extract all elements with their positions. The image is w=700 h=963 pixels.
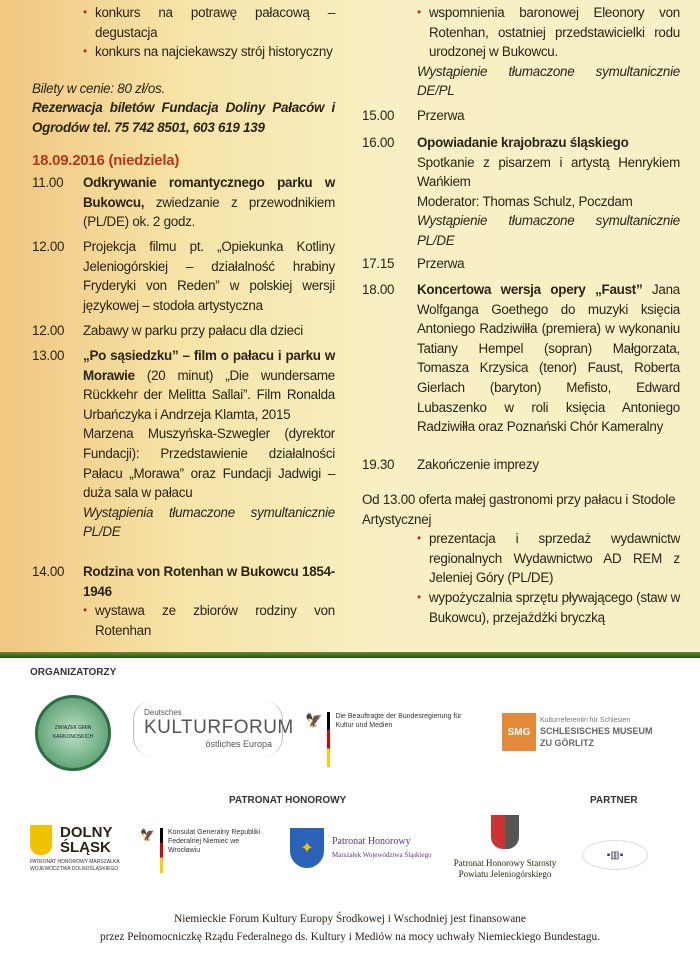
bkm-logo: 🦅 Die Beauftragte der Bundesregierung für Kultur und Medien	[305, 712, 475, 767]
event-item: 17.15 Przerwa	[362, 256, 465, 271]
konsulat-logo: 🦅 Konsulat Generalny Republiki Federalnej Niemiec we Wrocławiu	[140, 828, 268, 873]
event-item: 14.00 Rodzina von Rotenhan w Bukowcu 1854-1946 • wystawa ze zbiorów rodziny von Rotenhan	[32, 564, 335, 638]
flag-bar	[160, 828, 163, 873]
event-item: 16.00 Opowiadanie krajobrazu śląskiego Spotkanie z pisarzem i artystą Henrykiem Wańkiem Moderator: Thomas Schulz, Poczdam Wystąpienie tłumaczone symultanicznie PL/DE	[362, 135, 680, 248]
flag-bar	[327, 712, 330, 767]
event-item: 11.00 Odkrywanie romantycznego parku w Bukowcu, zwiedzanie z przewodnikiem (PL/DE) ok. 2 godz.	[32, 175, 335, 230]
reservation-info: Rezerwacja biletów Fundacja Doliny Pałaców i Ogrodów tel. 75 742 8501, 603 619 139	[32, 100, 335, 135]
organizers-label: ORGANIZATORZY	[30, 667, 117, 678]
dolny-slask-logo: DOLNY ŚLĄSK PATRONAT HONOROWY MARSZAŁKA WOJEWÓDZTWA DOLNOŚLĄSKIEGO	[30, 824, 120, 872]
divider	[0, 652, 700, 658]
event-item: 12.00 Zabawy w parku przy pałacu dla dzieci	[32, 323, 303, 338]
kulturforum-logo: Deutsches KULTURFORUM östliches Europa	[133, 700, 283, 757]
event-item: 13.00 „Po sąsiedzku” – film o pałacu i parku w Morawie (20 minut) „Die wundersame Rückkehr der Melitta Sallai”. Film Ronalda Urbańczyka i Andrzeja Klamta, 2015 Marzena Muszyńska-Szwegler (dyrektor Fundacji): Przedstawienie działalności Pałacu „Morawa” oraz Fundacji Jadwigi – duża sala w pałacu Wystąpienia tłumaczone symultanicznie PL/DE	[32, 348, 335, 540]
event-item: 15.00 Przerwa	[362, 108, 465, 123]
event-item: 19.30 Zakończenie imprezy	[362, 457, 539, 472]
funding-note: Niemieckie Forum Kultury Europy Środkowej i Wschodniej jest finansowane przez Pełnomocniczkę Rządu Federalnego ds. Kultury i Mediów na mocy uchwały Niemieckiego Bundestagu.	[99, 913, 601, 943]
smg-logo: SMG Kulturreferentin für Schlesien SCHLESISCHES MUSEUM ZU GÖRLITZ	[502, 713, 653, 751]
event-item: 18.00 Koncertowa wersja opery „Faust” Jana Wolfganga Goethego do muzyki księcia Antoniego Radziwiłła (premiera) w wykonaniu Tatiany Hempel (sopran) Małgorzata, Tomasza Krzysica (tenor) Faust, Roberta Gierlach (baryton) Mefisto, Edward Lubaszenko w roli księcia Antoniego Radziwiłła oraz Poznański Chór Kameralny	[362, 282, 680, 435]
partner-logo: ▪▥▪	[582, 840, 648, 870]
event-item: 12.00 Projekcja filmu pt. „Opiekunka Kotliny Jeleniogórskiej – działalność hrabiny Fryderyki von Reden” w polskiej wersji językowej – stodoła artystyczna	[32, 239, 335, 313]
slaskie-logo: ✦ Patronat Honorowy Marszałek Województwa Śląskiego	[290, 828, 432, 868]
list-item: • wypożyczalnia sprzętu pływającego (staw w Bukowcu), przejażdżki bryczką	[417, 589, 680, 625]
eagle-icon: 🦅	[305, 712, 323, 728]
gastronomy-info: Od 13.00 oferta małej gastronomi przy pałacu i Stodole Artystycznej • prezentacja i sprzedaż wydawnictw regionalnych Wydawnictwo AD REM z Jeleniej Góry (PL/DE) • wypożyczalnia sprzętu pływającego (staw w Bukowcu), przejażdżki bryczką	[362, 490, 680, 627]
bullet-list-top	[32, 3, 335, 62]
coat-of-arms-icon: ✦	[290, 828, 324, 868]
list-item: • konkurs na potrawę pałacową – degustacja	[83, 5, 335, 40]
starosta-logo: Patronat Honorowy Starosty Powiatu Jeleniogórskiego	[450, 815, 560, 880]
zgk-logo: ZWIĄZEK GMIN KARKONOSKICH	[35, 695, 111, 771]
tickets-price: Bilety w cenie: 80 zł/os.	[32, 81, 165, 96]
partner-label: PARTNER	[590, 795, 638, 806]
coat-of-arms-icon	[30, 825, 52, 855]
right-top: • wspomnienia baronowej Eleonory von Rotenhan, ostatniej przedstawicielki rodu urodzonej w Bukowcu. Wystąpienie tłumaczone symultanicznie DE/PL	[417, 5, 680, 99]
honor-label: PATRONAT HONOROWY	[229, 795, 347, 806]
list-item: • wspomnienia baronowej Eleonory von Rotenhan, ostatniej przedstawicielki rodu urodzonej w Bukowcu.	[417, 5, 680, 60]
date-heading: 18.09.2016 (niedziela)	[32, 152, 180, 169]
list-item: • konkurs na najciekawszy strój historyczny	[83, 44, 333, 60]
list-item: • prezentacja i sprzedaż wydawnictw regionalnych Wydawnictwo AD REM z Jeleniej Góry (PL/DE)	[417, 531, 680, 586]
coat-of-arms-icon	[491, 815, 519, 849]
eagle-icon: 🦅	[140, 828, 155, 842]
